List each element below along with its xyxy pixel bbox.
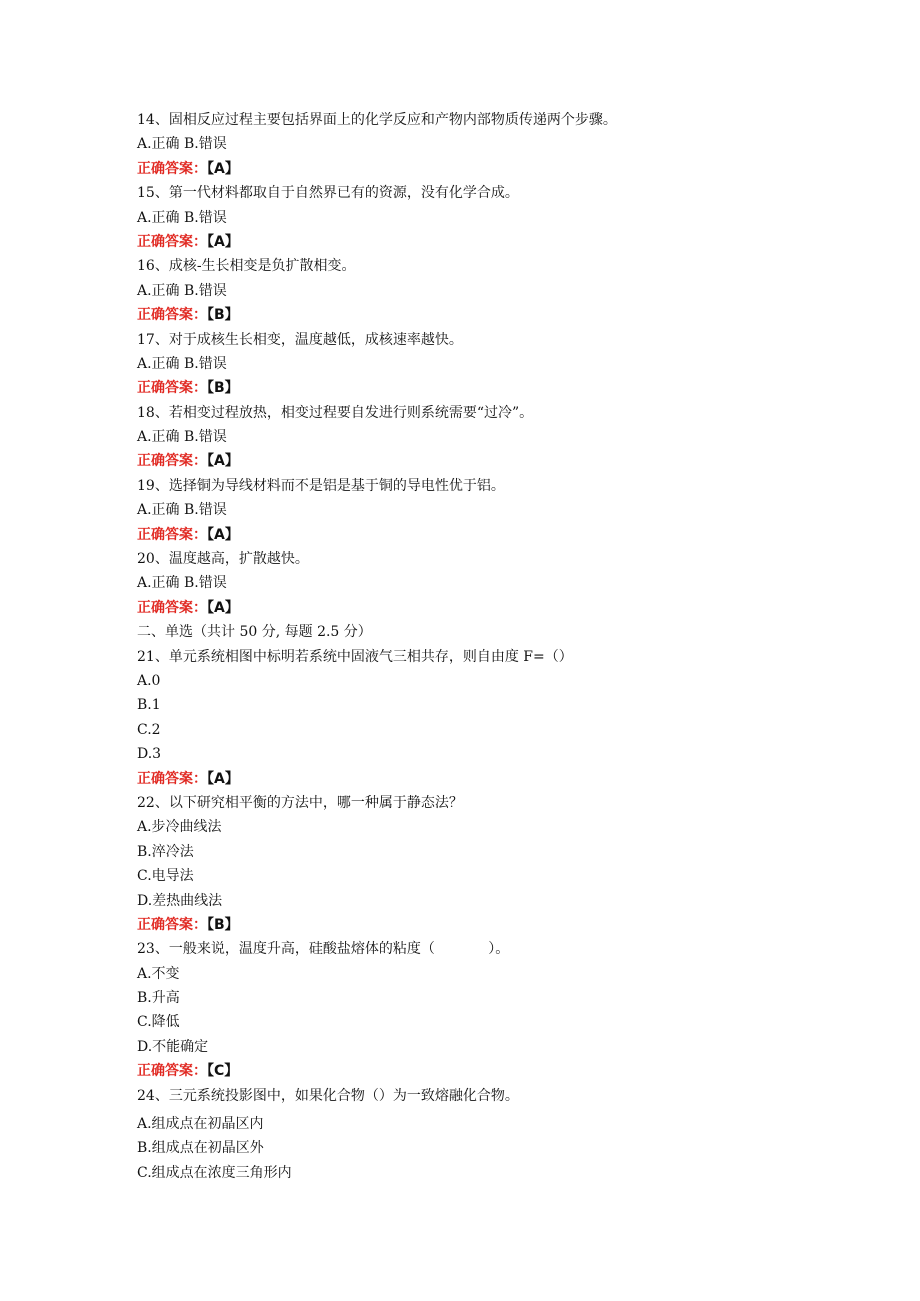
- question-14: [137, 108, 857, 181]
- answer-label: 正确答案：: [137, 380, 207, 397]
- option-b: B.淬冷法: [137, 843, 194, 860]
- answer-value: 【A】: [207, 770, 239, 787]
- question-23: [137, 937, 857, 1083]
- answer-value: 【A】: [207, 526, 239, 543]
- answer-value: 【B】: [207, 380, 239, 397]
- option-c: C.降低: [137, 1014, 180, 1031]
- option-d: D.差热曲线法: [137, 892, 223, 909]
- answer-label: 正确答案：: [137, 453, 207, 470]
- option-a: A.0: [137, 672, 161, 689]
- answer-value: 【A】: [207, 160, 239, 177]
- options: A.正确 B.错误: [137, 502, 227, 519]
- option-c: C.组成点在浓度三角形内: [137, 1164, 292, 1181]
- question-text: 19、选择铜为导线材料而不是铝是基于铜的导电性优于铝。: [137, 477, 505, 494]
- answer-label: 正确答案：: [137, 1063, 207, 1080]
- document-page: [137, 108, 857, 1185]
- question-22: [137, 791, 857, 937]
- answer-line: [137, 157, 857, 181]
- question-text: 14、固相反应过程主要包括界面上的化学反应和产物内部物质传递两个步骤。: [137, 112, 617, 128]
- question-text: 15、第一代材料都取自于自然界已有的资源，没有化学合成。: [137, 185, 519, 202]
- answer-line: [137, 1059, 857, 1083]
- question-text: 17、对于成核生长相变，温度越低，成核速率越快。: [137, 331, 463, 348]
- option-c: C.2: [137, 721, 161, 738]
- answer-value: 【B】: [207, 307, 239, 324]
- options: A.正确 B.错误: [137, 355, 227, 372]
- question-18: [137, 401, 857, 474]
- question-19: [137, 474, 857, 547]
- question-16: [137, 254, 857, 327]
- answer-label: 正确答案：: [137, 233, 207, 250]
- answer-label: 正确答案：: [137, 599, 207, 616]
- option-b: B.组成点在初晶区外: [137, 1140, 264, 1157]
- options: A.正确 B.错误: [137, 429, 227, 446]
- answer-value: 【A】: [207, 453, 239, 470]
- answer-line: [137, 376, 857, 400]
- option-b: B.升高: [137, 990, 180, 1007]
- answer-line: [137, 449, 857, 473]
- options: A.正确 B.错误: [137, 136, 227, 153]
- answer-label: 正确答案：: [137, 770, 207, 787]
- option-c: C.电导法: [137, 868, 194, 885]
- question-text: 24、三元系统投影图中，如果化合物（）为一致熔融化合物。: [137, 1087, 519, 1104]
- section-title: 二、单选（共计 50 分, 每题 2.5 分）: [137, 624, 372, 641]
- answer-line: [137, 596, 857, 620]
- question-21: [137, 645, 857, 791]
- question-24: [137, 1084, 857, 1186]
- answer-label: 正确答案：: [137, 526, 207, 543]
- answer-label: 正确答案：: [137, 160, 207, 177]
- option-a: A.组成点在初晶区内: [137, 1116, 264, 1133]
- answer-line: [137, 523, 857, 547]
- answer-value: 【C】: [207, 1063, 239, 1080]
- option-b: B.1: [137, 697, 161, 714]
- question-text: 23、一般来说，温度升高，硅酸盐熔体的粘度（ ）。: [137, 941, 510, 958]
- question-text: 18、若相变过程放热，相变过程要自发进行则系统需要“过冷”。: [137, 404, 534, 421]
- answer-value: 【B】: [207, 916, 239, 933]
- question-text: 20、温度越高，扩散越快。: [137, 551, 309, 568]
- answer-value: 【A】: [207, 233, 239, 250]
- options: A.正确 B.错误: [137, 575, 227, 592]
- question-20: [137, 547, 857, 620]
- answer-line: [137, 303, 857, 327]
- options: A.正确 B.错误: [137, 282, 227, 299]
- question-15: [137, 181, 857, 254]
- answer-line: [137, 230, 857, 254]
- question-text: 21、单元系统相图中标明若系统中固液气三相共存，则自由度 F=（）: [137, 648, 573, 665]
- answer-label: 正确答案：: [137, 916, 207, 933]
- answer-value: 【A】: [207, 599, 239, 616]
- question-17: [137, 328, 857, 401]
- answer-label: 正确答案：: [137, 307, 207, 324]
- answer-line: [137, 767, 857, 791]
- option-a: A.步冷曲线法: [137, 819, 222, 836]
- option-d: D.不能确定: [137, 1038, 209, 1055]
- options: A.正确 B.错误: [137, 209, 227, 226]
- option-a: A.不变: [137, 965, 180, 982]
- question-text: 22、以下研究相平衡的方法中，哪一种属于静态法？: [137, 794, 463, 811]
- question-text: 16、成核-生长相变是负扩散相变。: [137, 258, 356, 275]
- answer-line: [137, 913, 857, 937]
- option-d: D.3: [137, 746, 162, 763]
